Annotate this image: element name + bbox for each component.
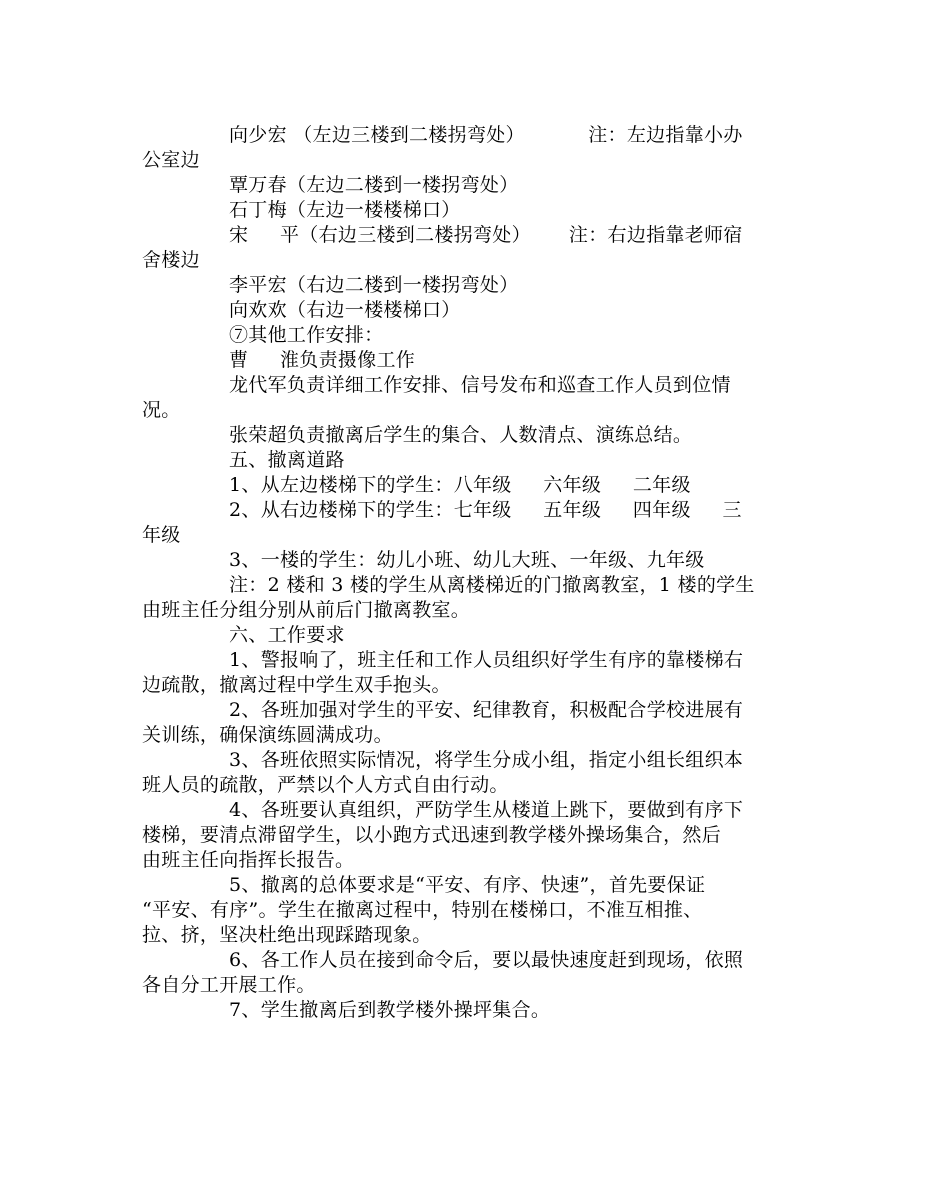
text-line-31: 5、撤离的总体要求是“平安、有序、快速”，首先要保证 [229,874,706,896]
text-line-13: 张荣超负责撤离后学生的集合、人数清点、演练总结。 [229,424,693,446]
text-line-25: 关训练，确保演练圆满成功。 [142,724,393,746]
text-line-29: 楼梯，要清点滞留学生，以小跑方式迅速到教学楼外操场集合，然后 [142,824,722,846]
text-line-35: 各自分工开展工作。 [142,974,316,996]
text-line-23: 边疏散，撤离过程中学生双手抱头。 [142,674,451,696]
text-line-22: 1、警报响了，班主任和工作人员组织好学生有序的靠楼梯右 [229,649,744,671]
text-line-5: 宋 平（右边三楼到二楼拐弯处） 注：右边指靠老师宿 [229,224,743,246]
text-line-11: 龙代军负责详细工作安排、信号发布和巡查工作人员到位情 [229,374,731,396]
text-line-36: 7、学生撤离后到教学楼外操坪集合。 [229,999,551,1021]
section-heading-5: 五、撤离道路 [229,449,345,471]
text-line-2: 公室边 [142,149,200,171]
text-line-19: 注：2 楼和 3 楼的学生从离楼梯近的门撤离教室，1 楼的学生 [229,574,755,596]
text-line-16: 2、从右边楼梯下的学生：七年级 五年级 四年级 三 [229,499,742,521]
text-line-3: 覃万春（左边二楼到一楼拐弯处） [229,174,519,196]
text-line-1: 向少宏 （左边三楼到二楼拐弯处） 注：左边指靠小办 [229,124,743,146]
text-line-8: 向欢欢（右边一楼楼梯口） [229,299,461,321]
text-line-20: 由班主任分组分别从前后门撤离教室。 [142,599,471,621]
text-line-26: 3、各班依照实际情况，将学生分成小组，指定小组长组织本 [229,749,744,771]
text-line-30: 由班主任向指挥长报告。 [142,849,355,871]
text-line-9: ⑦其他工作安排： [229,324,384,346]
text-line-7: 李平宏（右边二楼到一楼拐弯处） [229,274,519,296]
text-line-15: 1、从左边楼梯下的学生：八年级 六年级 二年级 [229,474,691,496]
text-line-28: 4、各班要认真组织，严防学生从楼道上跳下，要做到有序下 [229,799,744,821]
text-line-10: 曹 淮负责摄像工作 [229,349,416,371]
text-line-12: 况。 [142,399,181,421]
text-line-27: 班人员的疏散，严禁以个人方式自由行动。 [142,774,509,796]
text-line-32: “平安、有序”。学生在撤离过程中，特别在楼梯口，不准互相推、 [142,899,703,921]
section-heading-6: 六、工作要求 [229,624,345,646]
text-line-17: 年级 [142,524,181,546]
text-line-18: 3、一楼的学生：幼儿小班、幼儿大班、一年级、九年级 [229,549,705,571]
text-line-33: 拉、挤，坚决杜绝出现踩踏现象。 [142,924,432,946]
text-line-6: 舍楼边 [142,249,200,271]
text-line-24: 2、各班加强对学生的平安、纪律教育，积极配合学校进展有 [229,699,744,721]
text-line-4: 石丁梅（左边一楼楼梯口） [229,199,461,221]
text-line-34: 6、各工作人员在接到命令后，要以最快速度赶到现场，依照 [229,949,744,971]
